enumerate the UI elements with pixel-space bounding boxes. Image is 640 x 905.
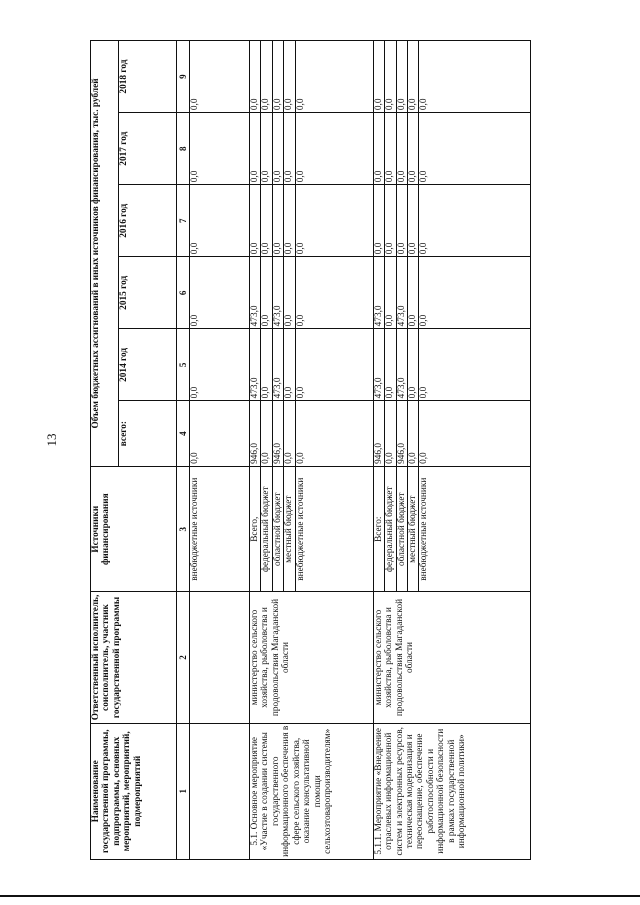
value-cell: 0,0 (396, 41, 407, 113)
value-cell: 0,0 (261, 257, 272, 329)
value-cell: 0,0 (419, 113, 531, 185)
value-cell: 473,0 (250, 329, 261, 401)
header-year: 2017 год (119, 113, 177, 185)
col-number: 2 (177, 592, 190, 723)
header-year: 2018 год (119, 41, 177, 113)
col-number: 7 (177, 185, 190, 257)
value-cell: 0,0 (419, 41, 531, 113)
header-name: Наименование государственной программы, подпрограммы, основных мероприятий, мероприятий, подмероприятий (91, 723, 177, 859)
source-cell: внебюджетные источники (295, 466, 373, 592)
value-cell: 0,0 (407, 329, 418, 401)
value-cell: 0,0 (272, 41, 283, 113)
header-total: всего: (119, 401, 177, 467)
value-cell: 946,0 (272, 401, 283, 467)
header-year: 2014 год (119, 329, 177, 401)
value-cell: 0,0 (373, 41, 384, 113)
value-cell: 473,0 (396, 329, 407, 401)
value-cell: 473,0 (373, 329, 384, 401)
value-cell: 0,0 (250, 41, 261, 113)
value-cell: 0,0 (272, 113, 283, 185)
value-cell: 473,0 (250, 257, 261, 329)
value-cell: 0,0 (385, 329, 396, 401)
value-cell: 0,0 (373, 185, 384, 257)
value-cell: 0,0 (261, 185, 272, 257)
value-cell: 0,0 (190, 113, 250, 185)
value-cell: 0,0 (250, 113, 261, 185)
value-cell: 473,0 (272, 329, 283, 401)
value-cell: 0,0 (385, 41, 396, 113)
col-number: 8 (177, 113, 190, 185)
value-cell: 0,0 (261, 113, 272, 185)
value-cell: 0,0 (284, 113, 295, 185)
value-cell: 0,0 (407, 41, 418, 113)
value-cell: 0,0 (284, 257, 295, 329)
col-number: 3 (177, 466, 190, 592)
value-cell: 946,0 (250, 401, 261, 467)
value-cell: 0,0 (385, 401, 396, 467)
value-cell: 0,0 (419, 329, 531, 401)
source-cell: федеральный бюджет (261, 466, 272, 592)
measure-name: 5.1.1. Мероприятие «Внедрение отраслевых информационной систем и электронных ресурсов, техническая модернизация и переоснащение, обеспечение работоспособности и информационной безопасности в рамках государственной информационной политики» (373, 723, 531, 859)
value-cell: 0,0 (385, 185, 396, 257)
col-number: 1 (177, 723, 190, 859)
empty-cell (190, 723, 250, 859)
table-row (250, 41, 261, 860)
source-cell: областной бюджет (272, 466, 283, 592)
value-cell: 473,0 (272, 257, 283, 329)
value-cell: 0,0 (295, 329, 373, 401)
header-year: 2016 год (119, 185, 177, 257)
value-cell: 0,0 (284, 41, 295, 113)
value-cell: 946,0 (396, 401, 407, 467)
source-cell: федеральный бюджет (385, 466, 396, 592)
value-cell: 0,0 (373, 113, 384, 185)
value-cell: 0,0 (261, 401, 272, 467)
table-row (373, 41, 384, 860)
source-cell: областной бюджет (396, 466, 407, 592)
value-cell: 0,0 (284, 185, 295, 257)
value-cell: 0,0 (284, 401, 295, 467)
col-number: 5 (177, 329, 190, 401)
executor-name: министерство сельского хозяйства, рыболовства и продовольствия Магаданской области (250, 592, 374, 723)
value-cell: 0,0 (250, 185, 261, 257)
header-executor: Ответственный исполнитель, соисполнитель, участник государственной программы (91, 592, 177, 723)
value-cell: 0,0 (407, 257, 418, 329)
value-cell: 0,0 (385, 113, 396, 185)
executor-name: министерство сельского хозяйства, рыболовства и продовольствия Магаданской области (373, 592, 531, 723)
source-cell: Всего: (373, 466, 384, 592)
value-cell: 0,0 (295, 41, 373, 113)
value-cell: 0,0 (190, 329, 250, 401)
source-cell: внебюджетные источники (419, 466, 531, 592)
header-source: Источники финансирования (91, 466, 177, 592)
column-numbers-row (177, 41, 190, 860)
header-group: Объем бюджетных ассигнований в иных источников финансирования, тыс. рублей (91, 41, 119, 467)
value-cell: 0,0 (295, 113, 373, 185)
value-cell: 946,0 (373, 401, 384, 467)
value-cell: 0,0 (284, 329, 295, 401)
value-cell: 0,0 (419, 185, 531, 257)
value-cell: 0,0 (295, 185, 373, 257)
value-cell: 0,0 (385, 257, 396, 329)
budget-table (90, 40, 531, 860)
value-cell: 0,0 (295, 401, 373, 467)
value-cell: 0,0 (261, 329, 272, 401)
value-cell: 0,0 (407, 185, 418, 257)
value-cell: 0,0 (272, 185, 283, 257)
value-cell: 0,0 (419, 401, 531, 467)
value-cell: 0,0 (261, 41, 272, 113)
value-cell: 0,0 (190, 257, 250, 329)
value-cell: 473,0 (373, 257, 384, 329)
bottom-rule (0, 895, 640, 897)
value-cell: 0,0 (396, 113, 407, 185)
table-row (190, 41, 250, 860)
page-number: 13 (44, 433, 59, 447)
source-cell: местный бюджет (407, 466, 418, 592)
rotated-table-container (90, 40, 578, 860)
source-cell: внебюджетные источники (190, 466, 250, 592)
value-cell: 473,0 (396, 257, 407, 329)
value-cell: 0,0 (190, 185, 250, 257)
value-cell: 0,0 (419, 257, 531, 329)
value-cell: 0,0 (396, 185, 407, 257)
value-cell: 0,0 (190, 41, 250, 113)
col-number: 6 (177, 257, 190, 329)
empty-cell (190, 592, 250, 723)
col-number: 9 (177, 41, 190, 113)
value-cell: 0,0 (407, 401, 418, 467)
value-cell: 0,0 (295, 257, 373, 329)
measure-name: 5.1. Основное мероприятие «Участие в создании системы государственного информационного обеспечения в сфере сельского хозяйства, оказание консультативной помощи сельхозтоваропроизводителям» (250, 723, 374, 859)
source-cell: местный бюджет (284, 466, 295, 592)
header-year: 2015 год (119, 257, 177, 329)
col-number: 4 (177, 401, 190, 467)
value-cell: 0,0 (190, 401, 250, 467)
source-cell: Всего, (250, 466, 261, 592)
value-cell: 0,0 (407, 113, 418, 185)
